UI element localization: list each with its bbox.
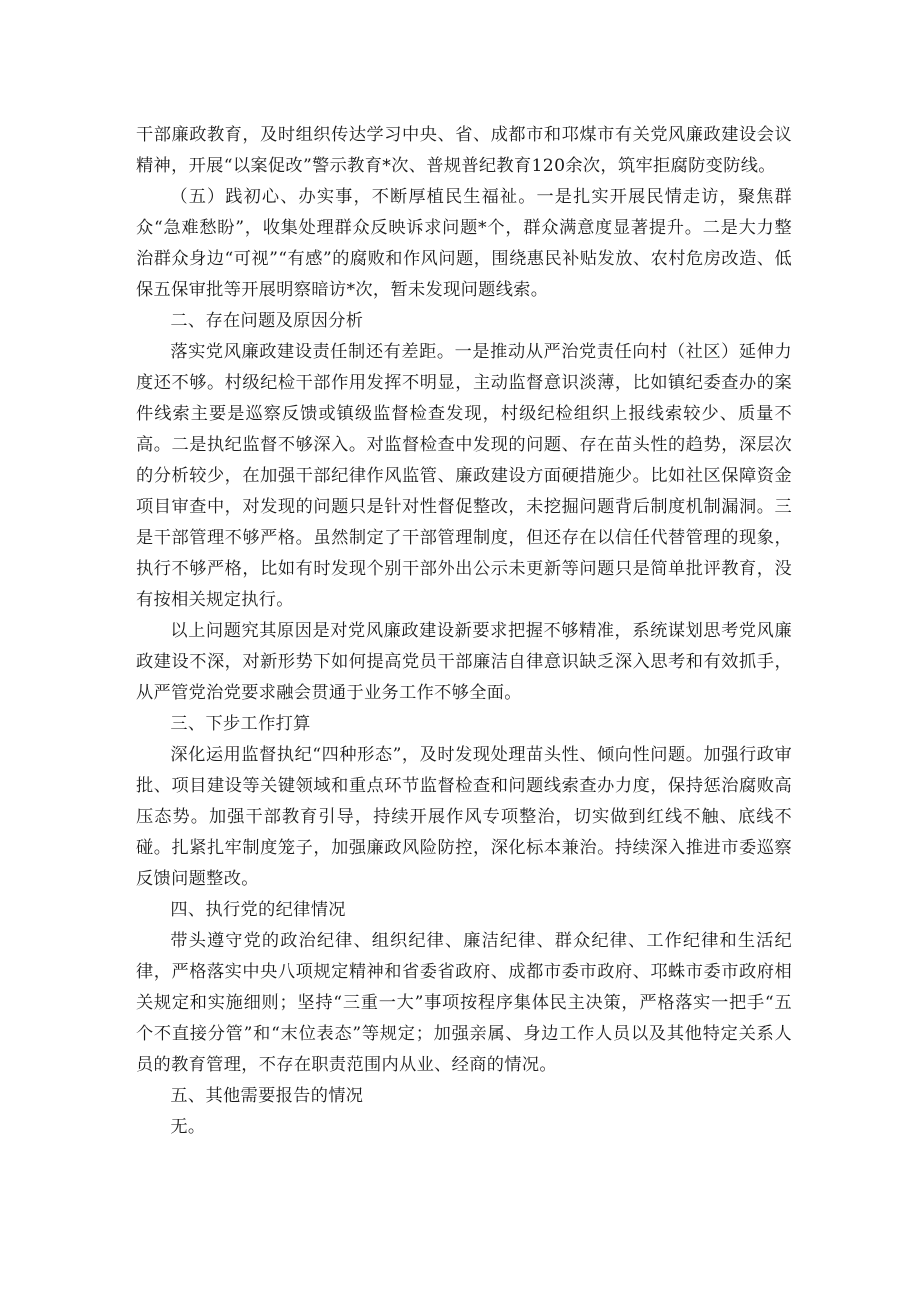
section-heading-next-steps: 三、下步工作打算 (170, 714, 311, 734)
paragraph-next-steps: 深化运用监督执纪“四种形态”，及时发现处理苗头性、倾向性问题。加强行政审批、项目建设等关键领域和重点环节监督检查和问题线索查办力度，保持惩治腐败高压态势。加强干部教育引导，持续开展作风专项整治，切实做到红线不触、底线不碰。扎紧扎牢制度笼子，加强廉政风险防控，深化标本兼治。持续深入推进市委巡察反馈问题整改。 (136, 745, 792, 889)
paragraph-other: 无。 (170, 1117, 206, 1137)
section-heading-problems: 二、存在问题及原因分析 (170, 311, 364, 331)
paragraph-problems: 落实党风廉政建设责任制还有差距。一是推动从严治党责任向村（社区）延伸力度还不够。村级纪检干部作用发挥不明显，主动监督意识淡薄，比如镇纪委查办的案件线索主要是巡察反馈或镇级监督检查发现，村级纪检组织上报线索较少、质量不高。二是执纪监督不够深入。对监督检查中发现的问题、存在苗头性的趋势，深层次的分析较少，在加强干部纪律作风监管、廉政建设方面硬措施少。比如社区保障资金项目审查中，对发现的问题只是针对性督促整改，未挖掘问题背后制度机制漏洞。三是干部管理不够严格。虽然制定了干部管理制度，但还存在以信任代替管理的现象，执行不够严格，比如有时发现个别干部外出公示未更新等问题只是简单批评教育，没有按相关规定执行。 (136, 342, 792, 610)
paragraph-continued: 干部廉政教育，及时组织传达学习中央、省、成都市和邛煤市有关党风廉政建设会议精神，开展“以案促改”警示教育*次、普规普纪教育120余次，筑牢拒腐防变防线。 (136, 125, 792, 176)
paragraph-causes: 以上问题究其原因是对党风廉政建设新要求把握不够精准，系统谋划思考党风廉政建设不深，对新形势下如何提高党员干部廉洁自律意识缺乏深入思考和有效抓手，从严管党治党要求融会贯通于业务工作不够全面。 (136, 621, 792, 703)
section-heading-discipline: 四、执行党的纪律情况 (170, 900, 346, 920)
section-heading-other: 五、其他需要报告的情况 (170, 1086, 364, 1106)
document-body (136, 120, 792, 1143)
paragraph-item-five: （五）践初心、办实事，不断厚植民生福祉。一是扎实开展民情走访，聚焦群众“急难愁盼”，收集处理群众反映诉求问题*个，群众满意度显著提升。二是大力整治群众身边“可视”“有感”的腐败和作风问题，围绕惠民补贴发放、农村危房改造、低保五保审批等开展明察暗访*次，暂未发现问题线索。 (136, 187, 792, 300)
paragraph-discipline: 带头遵守党的政治纪律、组织纪律、廉洁纪律、群众纪律、工作纪律和生活纪律，严格落实中央八项规定精神和省委省政府、成都市委市政府、邛蛛市委市政府相关规定和实施细则；坚持“三重一大”事项按程序集体民主决策，严格落实一把手“五个不直接分管”和“末位表态”等规定；加强亲属、身边工作人员以及其他特定关系人员的教育管理，不存在职责范围内从业、经商的情况。 (136, 931, 792, 1075)
